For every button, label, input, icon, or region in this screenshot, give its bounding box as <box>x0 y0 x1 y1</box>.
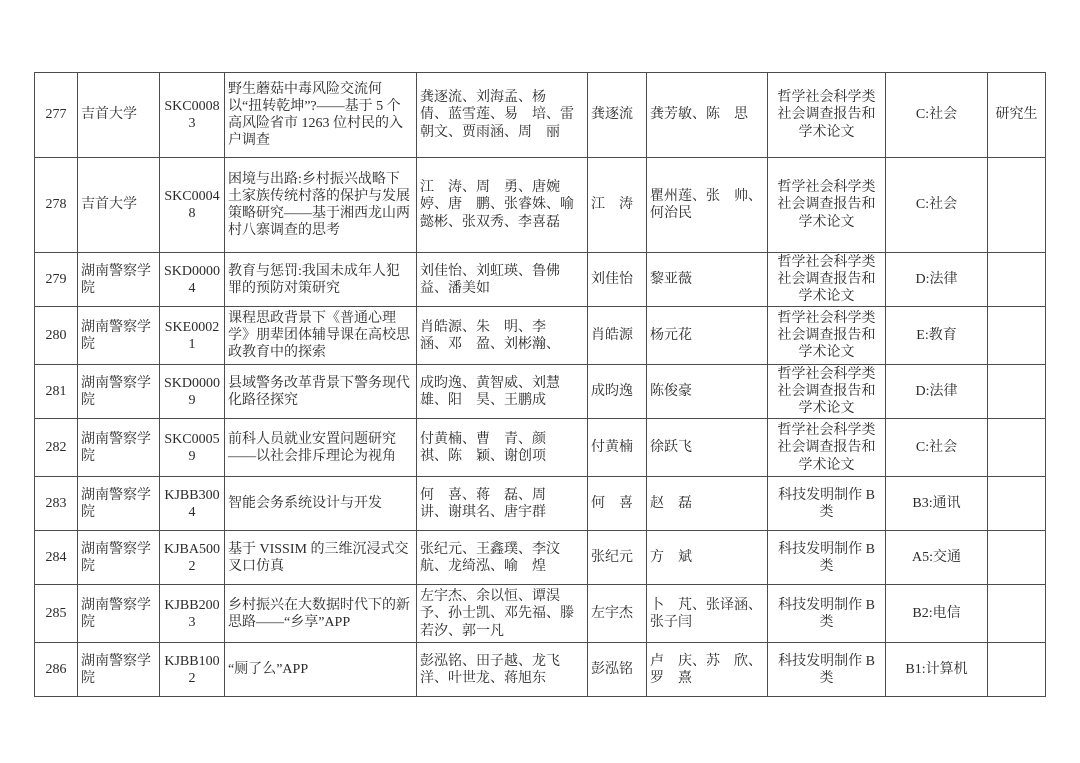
project-title-cell: “厕了么”APP <box>225 643 417 697</box>
school-cell: 湖南警察学院 <box>78 307 160 365</box>
row-number-cell: 285 <box>35 585 78 643</box>
project-title-cell: 智能会务系统设计与开发 <box>225 477 417 531</box>
project-title-cell: 乡村振兴在大数据时代下的新思路——“乡享”APP <box>225 585 417 643</box>
school-cell: 吉首大学 <box>78 158 160 253</box>
advisors-cell: 方 斌 <box>647 531 768 585</box>
leader-cell: 成昀逸 <box>588 365 647 419</box>
project-title-cell: 野生蘑菇中毒风险交流何以“扭转乾坤”?——基于 5 个高风险省市 1263 位村民的入户调查 <box>225 73 417 158</box>
advisors-cell: 徐跃飞 <box>647 419 768 477</box>
project-code-cell: KJBB1002 <box>160 643 225 697</box>
team-members-cell: 左宇杰、余以恒、谭淏予、孙士凯、邓先福、滕若汐、郭一凡 <box>417 585 588 643</box>
note-cell <box>988 365 1046 419</box>
note-cell <box>988 158 1046 253</box>
school-cell: 吉首大学 <box>78 73 160 158</box>
table-row <box>35 531 1046 585</box>
group-code-cell: B1:计算机 <box>886 643 988 697</box>
category-cell: 哲学社会科学类社会调查报告和学术论文 <box>768 365 886 419</box>
row-number-cell: 278 <box>35 158 78 253</box>
group-code-cell: A5:交通 <box>886 531 988 585</box>
group-code-cell: C:社会 <box>886 73 988 158</box>
group-code-cell: B3:通讯 <box>886 477 988 531</box>
team-members-cell: 龚逐流、刘海孟、杨 倩、蓝雪莲、易 培、雷朝文、贾雨涵、周 丽 <box>417 73 588 158</box>
note-cell <box>988 643 1046 697</box>
table-row <box>35 365 1046 419</box>
group-code-cell: D:法律 <box>886 365 988 419</box>
team-members-cell: 江 涛、周 勇、唐婉婷、唐 鹏、张睿姝、喻懿彬、张双秀、李喜磊 <box>417 158 588 253</box>
project-code-cell: SKD00009 <box>160 365 225 419</box>
school-cell: 湖南警察学院 <box>78 419 160 477</box>
leader-cell: 江 涛 <box>588 158 647 253</box>
table-row <box>35 73 1046 158</box>
school-cell: 湖南警察学院 <box>78 643 160 697</box>
leader-cell: 付黄楠 <box>588 419 647 477</box>
row-number-cell: 277 <box>35 73 78 158</box>
table-row <box>35 419 1046 477</box>
team-members-cell: 何 喜、蒋 磊、周 讲、谢琪名、唐宇群 <box>417 477 588 531</box>
row-number-cell: 286 <box>35 643 78 697</box>
category-cell: 哲学社会科学类社会调查报告和学术论文 <box>768 73 886 158</box>
note-cell <box>988 585 1046 643</box>
advisors-cell: 瞿州莲、张 帅、何治民 <box>647 158 768 253</box>
advisors-cell: 卢 庆、苏 欣、罗 熹 <box>647 643 768 697</box>
table-row <box>35 253 1046 307</box>
category-cell: 哲学社会科学类社会调查报告和学术论文 <box>768 419 886 477</box>
advisors-cell: 陈俊豪 <box>647 365 768 419</box>
school-cell: 湖南警察学院 <box>78 531 160 585</box>
row-number-cell: 284 <box>35 531 78 585</box>
project-code-cell: KJBB3004 <box>160 477 225 531</box>
project-title-cell: 县域警务改革背景下警务现代化路径探究 <box>225 365 417 419</box>
row-number-cell: 283 <box>35 477 78 531</box>
category-cell: 哲学社会科学类社会调查报告和学术论文 <box>768 307 886 365</box>
group-code-cell: D:法律 <box>886 253 988 307</box>
advisors-cell: 卜 芃、张译涵、张子闫 <box>647 585 768 643</box>
note-cell <box>988 253 1046 307</box>
leader-cell: 何 喜 <box>588 477 647 531</box>
team-members-cell: 付黄楠、曹 青、颜 祺、陈 颖、谢创项 <box>417 419 588 477</box>
group-code-cell: C:社会 <box>886 158 988 253</box>
team-members-cell: 肖皓源、朱 明、李 涵、邓 盈、刘彬瀚、 <box>417 307 588 365</box>
category-cell: 哲学社会科学类社会调查报告和学术论文 <box>768 158 886 253</box>
project-code-cell: SKC00048 <box>160 158 225 253</box>
note-cell <box>988 307 1046 365</box>
category-cell: 哲学社会科学类社会调查报告和学术论文 <box>768 253 886 307</box>
advisors-cell: 赵 磊 <box>647 477 768 531</box>
team-members-cell: 彭泓铭、田子越、龙飞洋、叶世龙、蒋旭东 <box>417 643 588 697</box>
table-row <box>35 158 1046 253</box>
project-code-cell: SKE00021 <box>160 307 225 365</box>
project-title-cell: 困境与出路:乡村振兴战略下土家族传统村落的保护与发展策略研究——基于湘西龙山两村八寨调查的思考 <box>225 158 417 253</box>
project-title-cell: 课程思政背景下《普通心理学》朋辈团体辅导课在高校思政教育中的探索 <box>225 307 417 365</box>
team-members-cell: 张纪元、王鑫璞、李汶航、龙绮泓、喻 煌 <box>417 531 588 585</box>
project-code-cell: SKD00004 <box>160 253 225 307</box>
leader-cell: 左宇杰 <box>588 585 647 643</box>
leader-cell: 张纪元 <box>588 531 647 585</box>
leader-cell: 刘佳怡 <box>588 253 647 307</box>
note-cell <box>988 531 1046 585</box>
school-cell: 湖南警察学院 <box>78 253 160 307</box>
row-number-cell: 282 <box>35 419 78 477</box>
leader-cell: 彭泓铭 <box>588 643 647 697</box>
school-cell: 湖南警察学院 <box>78 365 160 419</box>
leader-cell: 龚逐流 <box>588 73 647 158</box>
project-title-cell: 基于 VISSIM 的三维沉浸式交叉口仿真 <box>225 531 417 585</box>
category-cell: 科技发明制作 B 类 <box>768 477 886 531</box>
leader-cell: 肖皓源 <box>588 307 647 365</box>
note-cell <box>988 477 1046 531</box>
table-row <box>35 477 1046 531</box>
table-body <box>35 73 1046 697</box>
category-cell: 科技发明制作 B 类 <box>768 643 886 697</box>
group-code-cell: C:社会 <box>886 419 988 477</box>
table-row <box>35 643 1046 697</box>
project-code-cell: SKC00059 <box>160 419 225 477</box>
advisors-cell: 杨元花 <box>647 307 768 365</box>
note-cell <box>988 419 1046 477</box>
award-table <box>34 72 1046 697</box>
school-cell: 湖南警察学院 <box>78 477 160 531</box>
group-code-cell: E:教育 <box>886 307 988 365</box>
school-cell: 湖南警察学院 <box>78 585 160 643</box>
row-number-cell: 281 <box>35 365 78 419</box>
advisors-cell: 龚芳敏、陈 思 <box>647 73 768 158</box>
row-number-cell: 280 <box>35 307 78 365</box>
project-title-cell: 教育与惩罚:我国未成年人犯罪的预防对策研究 <box>225 253 417 307</box>
project-code-cell: KJBB2003 <box>160 585 225 643</box>
project-code-cell: SKC00083 <box>160 73 225 158</box>
project-code-cell: KJBA5002 <box>160 531 225 585</box>
team-members-cell: 刘佳怡、刘虹瑛、鲁佛益、潘美如 <box>417 253 588 307</box>
table-row <box>35 585 1046 643</box>
note-cell: 研究生 <box>988 73 1046 158</box>
row-number-cell: 279 <box>35 253 78 307</box>
team-members-cell: 成昀逸、黄智威、刘慧雄、阳 昊、王鹏成 <box>417 365 588 419</box>
project-title-cell: 前科人员就业安置问题研究——以社会排斥理论为视角 <box>225 419 417 477</box>
category-cell: 科技发明制作 B 类 <box>768 585 886 643</box>
group-code-cell: B2:电信 <box>886 585 988 643</box>
advisors-cell: 黎亚薇 <box>647 253 768 307</box>
table-row <box>35 307 1046 365</box>
category-cell: 科技发明制作 B 类 <box>768 531 886 585</box>
